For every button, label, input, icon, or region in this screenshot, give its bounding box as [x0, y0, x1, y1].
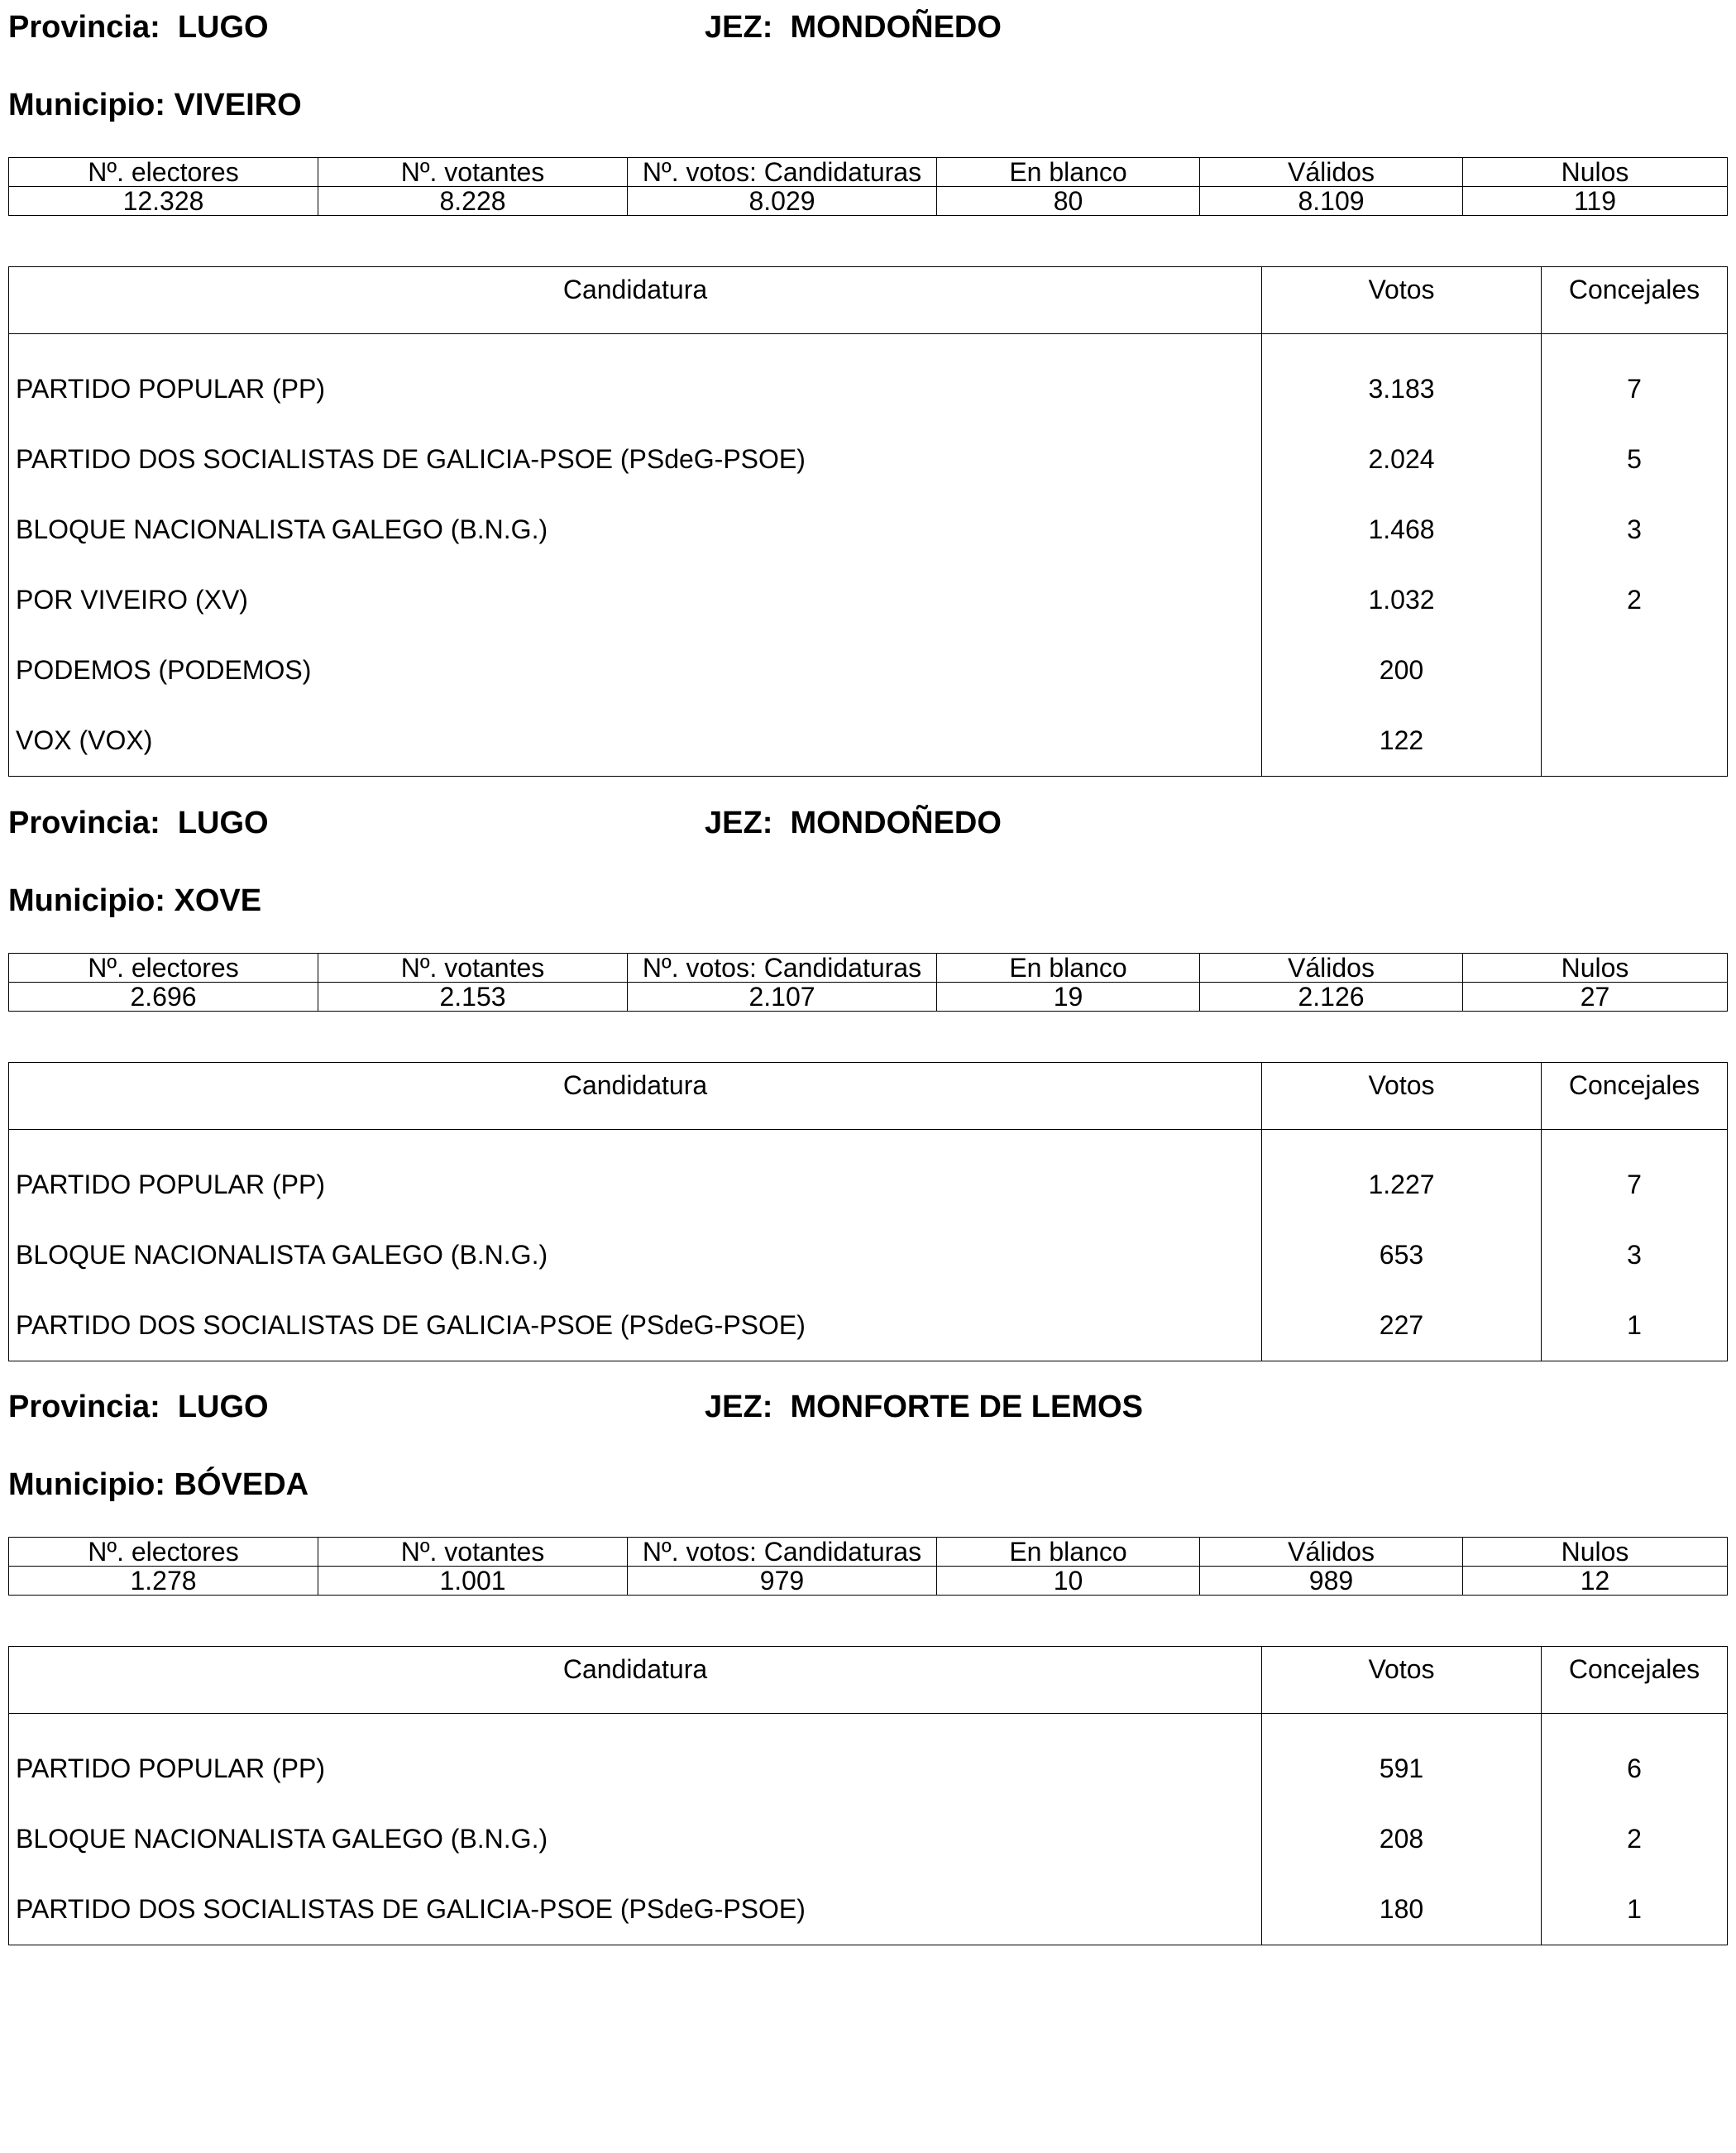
candidate-row [9, 565, 1728, 635]
candidate-votes: 653 [1262, 1220, 1542, 1290]
en-blanco-header: En blanco [937, 1538, 1200, 1567]
jez-heading [705, 1388, 1143, 1426]
candidate-row [9, 424, 1728, 495]
candidatura-header: Candidatura [9, 1063, 1262, 1130]
candidate-name: PARTIDO POPULAR (PP) [9, 1714, 1262, 1805]
summary-table [8, 1537, 1728, 1596]
candidate-seats: 2 [1627, 1824, 1642, 1854]
candidate-row [9, 1714, 1728, 1805]
candidates-header-row [9, 1063, 1728, 1130]
validos-header: Válidos [1200, 954, 1463, 983]
en-blanco-value: 80 [937, 187, 1200, 216]
candidate-votes: 1.032 [1262, 565, 1542, 635]
municipio-heading [8, 86, 302, 124]
candidate-votes: 180 [1262, 1874, 1542, 1945]
nulos-header: Nulos [1463, 954, 1728, 983]
concejales-header: Concejales [1542, 267, 1728, 334]
provincia-label: Provincia: [8, 1390, 178, 1424]
validos-header: Válidos [1200, 1538, 1463, 1567]
provincia-label: Provincia: [8, 806, 178, 840]
jez-heading [705, 8, 1002, 46]
candidate-votes: 1.227 [1262, 1130, 1542, 1221]
provincia-value: LUGO [177, 1390, 269, 1424]
candidate-row [9, 495, 1728, 565]
jez-value: MONFORTE DE LEMOS [790, 1390, 1143, 1424]
municipio-value: VIVEIRO [174, 88, 302, 122]
candidate-row [9, 1804, 1728, 1874]
municipio-label: Municipio: [8, 88, 175, 122]
nulos-header: Nulos [1463, 1538, 1728, 1567]
candidate-votes: 1.468 [1262, 495, 1542, 565]
jez-value: MONDOÑEDO [790, 10, 1002, 45]
candidate-votes: 227 [1262, 1290, 1542, 1361]
candidate-seats: 7 [1627, 1170, 1642, 1199]
candidate-row [9, 334, 1728, 425]
summary-header-row [9, 158, 1728, 187]
candidate-votes: 2.024 [1262, 424, 1542, 495]
nulos-value: 119 [1463, 187, 1728, 216]
candidates-header-row [9, 1647, 1728, 1714]
municipio-label: Municipio: [8, 883, 175, 918]
electores-header: Nº. electores [9, 954, 318, 983]
provincia-heading [8, 8, 269, 46]
municipio-heading [8, 1466, 308, 1504]
votos-header: Votos [1262, 267, 1542, 334]
summary-table [8, 953, 1728, 1012]
votantes-header: Nº. votantes [318, 954, 628, 983]
candidate-seats: 3 [1627, 1240, 1642, 1270]
candidate-row [9, 1874, 1728, 1945]
municipio-heading [8, 882, 261, 920]
summary-header-row [9, 1538, 1728, 1567]
jez-label: JEZ: [705, 806, 791, 840]
validos-value: 8.109 [1200, 187, 1463, 216]
provincia-label: Provincia: [8, 10, 178, 45]
jez-label: JEZ: [705, 1390, 791, 1424]
validos-value: 989 [1200, 1567, 1463, 1596]
en-blanco-header: En blanco [937, 158, 1200, 187]
candidate-seats [1542, 706, 1728, 777]
provincia-value: LUGO [177, 806, 269, 840]
votos-header: Votos [1262, 1063, 1542, 1130]
candidate-seats: 7 [1627, 374, 1642, 404]
candidates-table [8, 1646, 1728, 1945]
votantes-value: 1.001 [318, 1567, 628, 1596]
candidate-seats: 2 [1627, 585, 1642, 615]
candidate-name: POR VIVEIRO (XV) [9, 565, 1262, 635]
candidate-row [9, 1220, 1728, 1290]
nulos-header: Nulos [1463, 158, 1728, 187]
candidate-name: PARTIDO POPULAR (PP) [9, 1130, 1262, 1221]
candidate-name: PARTIDO POPULAR (PP) [9, 334, 1262, 425]
candidates-header-row [9, 267, 1728, 334]
candidate-seats: 5 [1627, 444, 1642, 474]
electores-header: Nº. electores [9, 158, 318, 187]
candidate-name: BLOQUE NACIONALISTA GALEGO (B.N.G.) [9, 495, 1262, 565]
nulos-value: 12 [1463, 1567, 1728, 1596]
votos-candidaturas-header: Nº. votos: Candidaturas [628, 1538, 937, 1567]
candidate-seats: 6 [1627, 1753, 1642, 1783]
votos-candidaturas-value: 8.029 [628, 187, 937, 216]
candidate-seats: 1 [1627, 1310, 1642, 1340]
votos-candidaturas-value: 979 [628, 1567, 937, 1596]
candidate-name: PARTIDO DOS SOCIALISTAS DE GALICIA-PSOE (PSdeG-PSOE) [9, 1874, 1262, 1945]
municipio-value: XOVE [174, 883, 262, 918]
validos-header: Válidos [1200, 158, 1463, 187]
candidate-votes: 3.183 [1262, 334, 1542, 425]
summary-value-row [9, 187, 1728, 216]
municipio-value: BÓVEDA [174, 1467, 309, 1502]
candidatura-header: Candidatura [9, 267, 1262, 334]
votos-candidaturas-header: Nº. votos: Candidaturas [628, 954, 937, 983]
provincia-heading [8, 804, 269, 842]
votos-candidaturas-header: Nº. votos: Candidaturas [628, 158, 937, 187]
candidate-row [9, 706, 1728, 777]
candidate-seats: 1 [1627, 1894, 1642, 1924]
candidate-name: PODEMOS (PODEMOS) [9, 635, 1262, 706]
candidate-seats [1542, 635, 1728, 706]
candidate-votes: 591 [1262, 1714, 1542, 1805]
jez-heading [705, 804, 1002, 842]
candidate-row [9, 1290, 1728, 1361]
jez-label: JEZ: [705, 10, 791, 45]
votantes-value: 2.153 [318, 983, 628, 1012]
candidate-name: PARTIDO DOS SOCIALISTAS DE GALICIA-PSOE (PSdeG-PSOE) [9, 1290, 1262, 1361]
votantes-header: Nº. votantes [318, 1538, 628, 1567]
summary-value-row [9, 983, 1728, 1012]
votos-header: Votos [1262, 1647, 1542, 1714]
concejales-header: Concejales [1542, 1063, 1728, 1130]
jez-value: MONDOÑEDO [790, 806, 1002, 840]
electores-header: Nº. electores [9, 1538, 318, 1567]
summary-value-row [9, 1567, 1728, 1596]
votos-candidaturas-value: 2.107 [628, 983, 937, 1012]
candidate-votes: 122 [1262, 706, 1542, 777]
validos-value: 2.126 [1200, 983, 1463, 1012]
summary-header-row [9, 954, 1728, 983]
summary-table [8, 157, 1728, 216]
candidate-name: BLOQUE NACIONALISTA GALEGO (B.N.G.) [9, 1804, 1262, 1874]
candidate-seats: 3 [1627, 514, 1642, 544]
electores-value: 1.278 [9, 1567, 318, 1596]
candidatura-header: Candidatura [9, 1647, 1262, 1714]
votantes-header: Nº. votantes [318, 158, 628, 187]
en-blanco-value: 19 [937, 983, 1200, 1012]
municipio-label: Municipio: [8, 1467, 175, 1502]
candidate-name: PARTIDO DOS SOCIALISTAS DE GALICIA-PSOE (PSdeG-PSOE) [9, 424, 1262, 495]
candidate-name: VOX (VOX) [9, 706, 1262, 777]
candidates-table [8, 1062, 1728, 1361]
provincia-value: LUGO [177, 10, 269, 45]
votantes-value: 8.228 [318, 187, 628, 216]
candidate-row [9, 635, 1728, 706]
candidate-name: BLOQUE NACIONALISTA GALEGO (B.N.G.) [9, 1220, 1262, 1290]
provincia-heading [8, 1388, 269, 1426]
nulos-value: 27 [1463, 983, 1728, 1012]
concejales-header: Concejales [1542, 1647, 1728, 1714]
en-blanco-header: En blanco [937, 954, 1200, 983]
electores-value: 2.696 [9, 983, 318, 1012]
en-blanco-value: 10 [937, 1567, 1200, 1596]
electores-value: 12.328 [9, 187, 318, 216]
candidate-row [9, 1130, 1728, 1221]
candidate-votes: 200 [1262, 635, 1542, 706]
candidate-votes: 208 [1262, 1804, 1542, 1874]
candidates-table [8, 266, 1728, 777]
